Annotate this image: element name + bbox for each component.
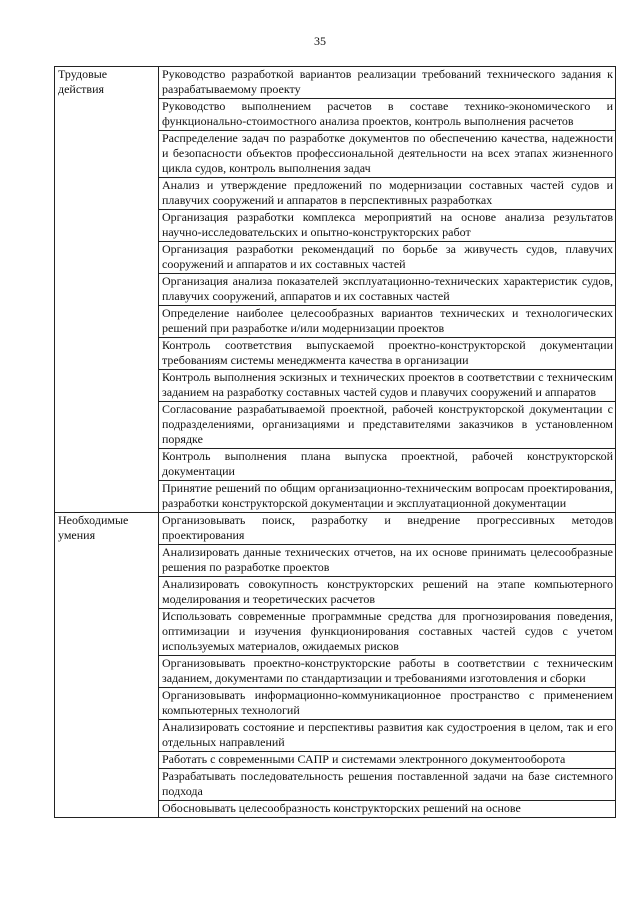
- requirements-table: [54, 66, 616, 818]
- table-cell: Руководство разработкой вариантов реализации требований технического задания к разрабатываемому проекту: [159, 67, 616, 99]
- table-cell: Анализировать данные технических отчетов, на их основе принимать целесообразные решения по разработке проектов: [159, 545, 616, 577]
- table-cell: Анализировать состояние и перспективы развития как судостроения в целом, так и его отдельных направлений: [159, 720, 616, 752]
- table-cell: Организовывать информационно-коммуникационное пространство с применением компьютерных технологий: [159, 688, 616, 720]
- table-cell: Организация разработки рекомендаций по борьбе за живучесть судов, плавучих сооружений и аппаратов и их составных частей: [159, 242, 616, 274]
- table-row: [55, 513, 616, 545]
- table-cell: Организация разработки комплекса мероприятий на основе анализа результатов научно-исследовательских и опытно-конструкторских работ: [159, 210, 616, 242]
- table-cell: Использовать современные программные средства для прогнозирования поведения, оптимизации и изучения функционирования составных частей судов с учетом используемых материалов, ожидаемых рисков: [159, 609, 616, 656]
- table-cell: Организовывать поиск, разработку и внедрение прогрессивных методов проектирования: [159, 513, 616, 545]
- table-cell: Разрабатывать последовательность решения поставленной задачи на базе системного подхода: [159, 769, 616, 801]
- table-cell: Обосновывать целесообразность конструкторских решений на основе: [159, 801, 616, 818]
- table-cell: Организовывать проектно-конструкторские работы в соответствии с техническим заданием, документами по стандартизации и требованиями изготовления и сборки: [159, 656, 616, 688]
- table-row: [55, 67, 616, 99]
- table-cell: Контроль выполнения плана выпуска проектной, рабочей конструкторской документации: [159, 449, 616, 481]
- table-cell: Работать с современными САПР и системами электронного документооборота: [159, 752, 616, 769]
- table-cell: Принятие решений по общим организационно-техническим вопросам проектирования, разработки конструкторской документации и эксплуатационной документации: [159, 481, 616, 513]
- table-cell: Распределение задач по разработке документов по обеспечению качества, надежности и безопасности объектов профессиональной деятельности на всех этапах жизненного цикла судов, контроль выполнения задач: [159, 131, 616, 178]
- table-cell: Организация анализа показателей эксплуатационно-технических характеристик судов, плавучих сооружений, аппаратов и их составных частей: [159, 274, 616, 306]
- table-cell: Анализ и утверждение предложений по модернизации составных частей судов и плавучих сооружений и аппаратов в перспективных разработках: [159, 178, 616, 210]
- section-label-labor-actions: Трудовые действия: [55, 67, 159, 513]
- table-cell: Анализировать совокупность конструкторских решений на этапе компьютерного моделирования и теоретических расчетов: [159, 577, 616, 609]
- table-cell: Согласование разрабатываемой проектной, рабочей конструкторской документации с подразделениями, организациями и представителями заказчиков в установленном порядке: [159, 402, 616, 449]
- table-cell: Контроль выполнения эскизных и технических проектов в соответствии с техническим заданием на разработку составных частей судов и плавучих сооружений и аппаратов: [159, 370, 616, 402]
- table-cell: Руководство выполнением расчетов в составе технико-экономического и функционально-стоимостного анализа проектов, контроль выполнения расчетов: [159, 99, 616, 131]
- table-cell: Определение наиболее целесообразных вариантов технических и технологических решений при разработке и/или модернизации проектов: [159, 306, 616, 338]
- section-label-required-skills: Необходимые умения: [55, 513, 159, 818]
- page-number: 35: [314, 34, 326, 48]
- table-cell: Контроль соответствия выпускаемой проектно-конструкторской документации требованиям системы менеджмента качества в организации: [159, 338, 616, 370]
